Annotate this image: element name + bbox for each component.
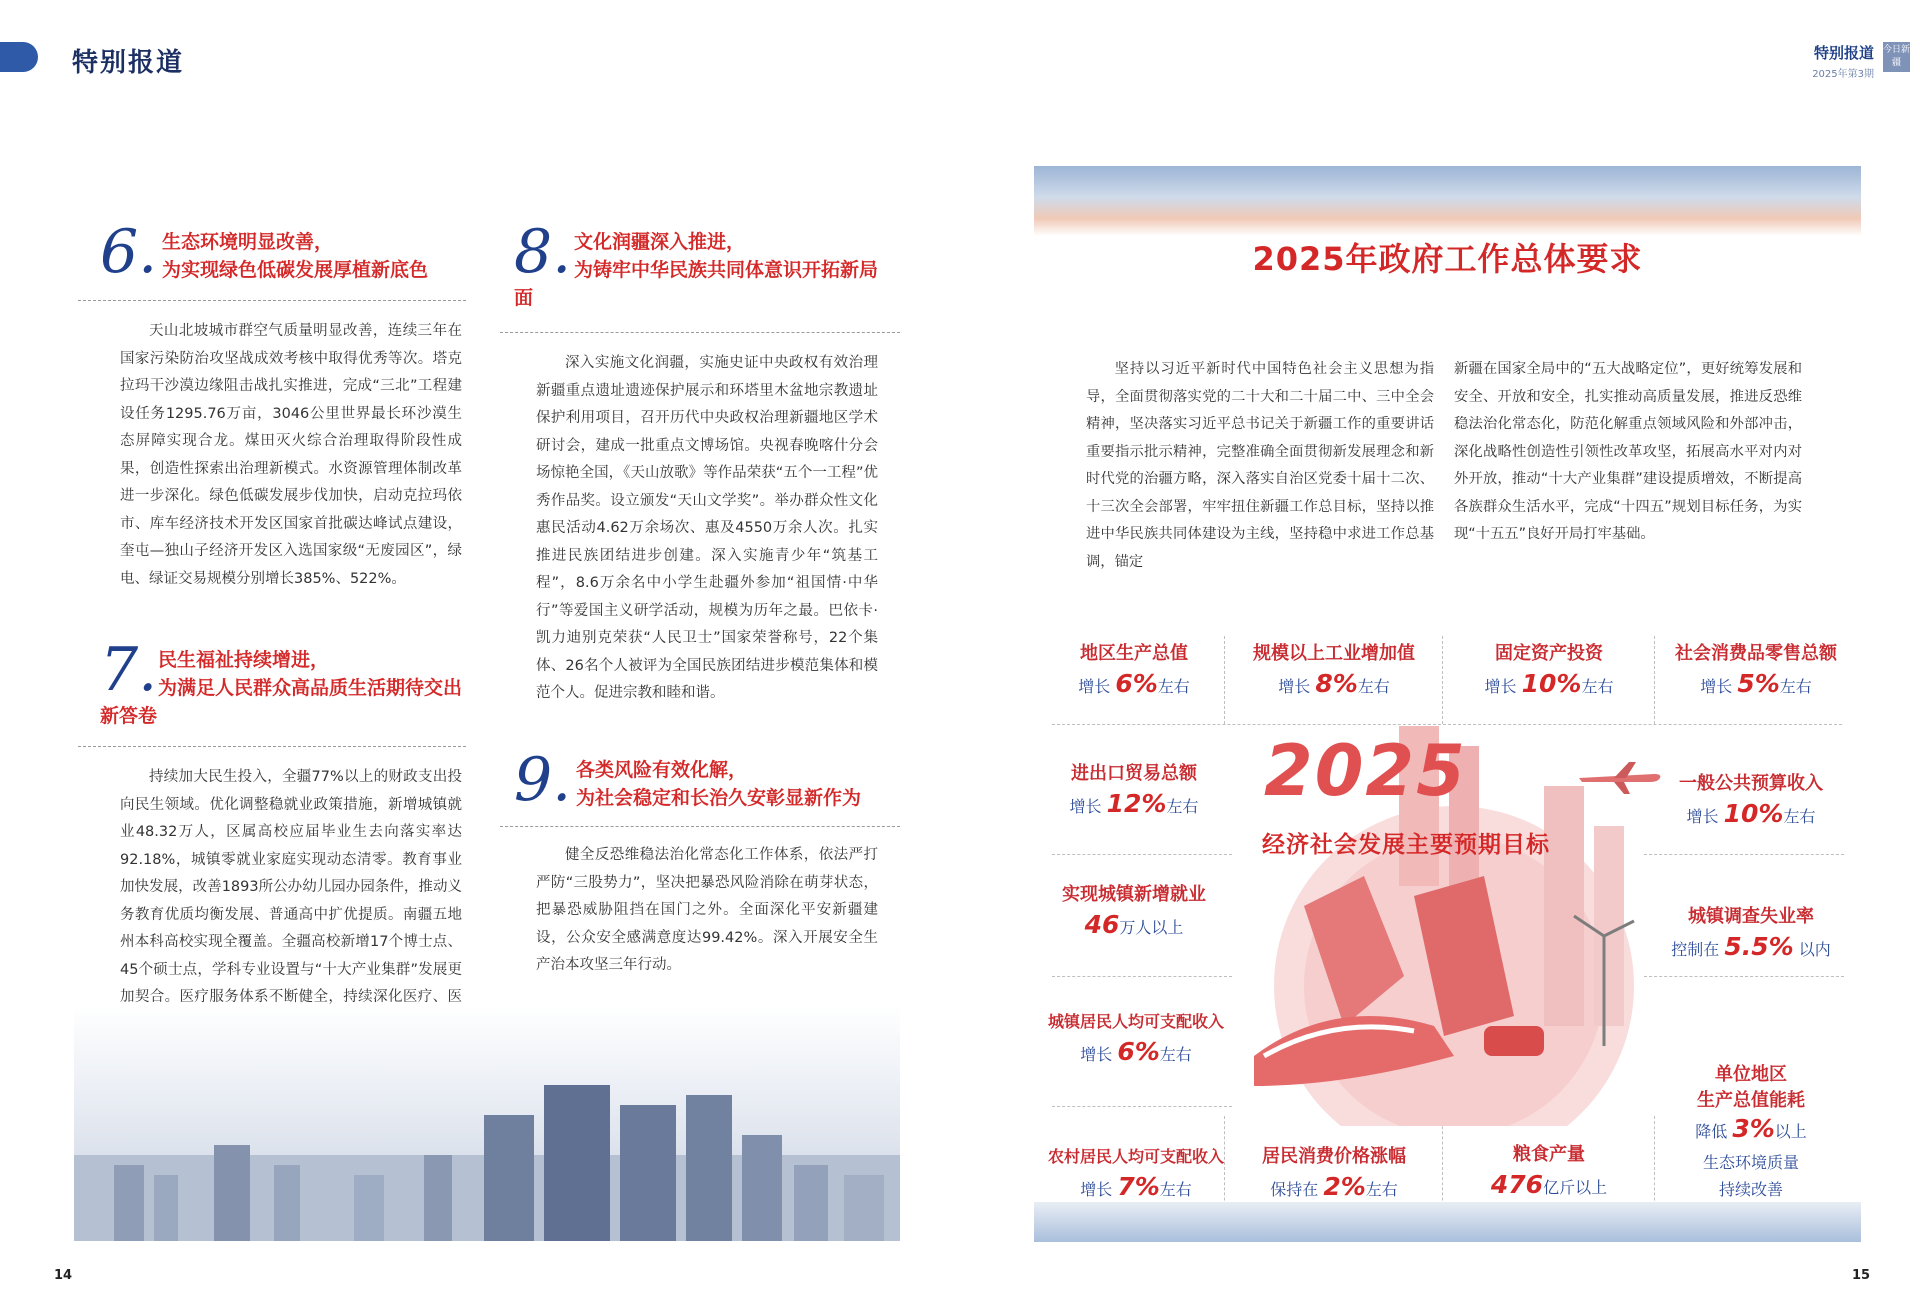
page-number-right: 15 (1852, 1268, 1871, 1283)
indicator-trade (1044, 761, 1224, 822)
divider (78, 746, 466, 747)
indicator-label: 粮食产量 (1513, 1144, 1585, 1165)
panel-title: 2025年政府工作总体要求 (1252, 240, 1643, 278)
value-number: 46 (1084, 910, 1120, 939)
grid-line (1052, 976, 1232, 977)
divider (500, 332, 900, 333)
section-7-body: 持续加大民生投入，全疆77%以上的财政支出投向民生领域。优化调整稳就业政策措施，新增城镇就业48.32万人，区属高校应届毕业生去向落实率达92.18%，城镇零就业家庭实现动态清零。教育事业加快发展，改善1893所公办幼儿园办园条件，推动义务教育优质均衡发展、普通高中扩优提质。南疆五地州本科高校实现全覆盖。全疆高校新增17个博士点、45个硕士点，学科专业设置与“十大产业集群”发展更加契合。医疗服务体系不断健全，持续深化医疗、医 (120, 769, 462, 1005)
indicator-value (1036, 1037, 1236, 1070)
magazine-header (1812, 42, 1874, 80)
indicator-value (1036, 1172, 1236, 1205)
title-line-2: 为铸牢中华民族共同体意识开拓新局面 (514, 259, 879, 309)
value-prefix: 增长 (1078, 677, 1111, 696)
value-suffix: 左右 (1357, 677, 1390, 696)
value-number: 6% (1117, 1037, 1160, 1066)
grid-line (1052, 1106, 1232, 1107)
intro-paragraph-left: 坚持以习近平新时代中国特色社会主义思想为指导，全面贯彻落实党的二十大和二十届二中、三中全会精神，坚决落实习近平总书记关于新疆工作的重要讲话重要指示批示精神，完整准确全面贯彻新发展理念和新时代党的治疆方略，深入落实自治区党委十届十二次、十三次全会部署，牢牢扭住新疆工作总目标，坚持以推进中华民族共同体建设为主线，坚持稳中求进工作总基调，锚定 (1086, 361, 1434, 570)
grid-line (1052, 724, 1842, 725)
value-prefix: 增长 (1700, 677, 1733, 696)
indicator-label: 城镇居民人均可支配收入 (1047, 1012, 1224, 1031)
value-suffix: 万人以上 (1119, 918, 1184, 937)
indicator-label: 实现城镇新增就业 (1062, 884, 1206, 905)
value-suffix: 亿斤以上 (1543, 1178, 1608, 1197)
divider (78, 300, 466, 301)
grid-line (1654, 636, 1655, 724)
indicator-label: 规模以上工业增加值 (1253, 643, 1415, 664)
sky-banner (1034, 166, 1861, 236)
indicator-label: 固定资产投资 (1495, 643, 1603, 664)
eco-quality-line-2: 持续改善 (1718, 1180, 1783, 1199)
indicator-unemployment-rate (1646, 904, 1856, 965)
indicator-label: 城镇调查失业率 (1688, 906, 1814, 927)
page-number-left: 14 (54, 1268, 73, 1283)
indicator-label: 一般公共预算收入 (1679, 773, 1823, 794)
grid-line (1052, 854, 1232, 855)
value-prefix: 增长 (1080, 1045, 1113, 1064)
value-number: 8% (1315, 669, 1358, 698)
indicator-label-line-2: 生产总值能耗 (1697, 1090, 1805, 1111)
indicator-label: 进出口贸易总额 (1071, 763, 1197, 784)
value-suffix: 以上 (1774, 1122, 1807, 1141)
section-number: 7. (100, 635, 158, 705)
indicator-value (1044, 910, 1224, 943)
magazine-name: 特别报道 (1813, 44, 1874, 62)
title-line-1: 各类风险有效化解， (576, 759, 748, 781)
value-prefix: 增长 (1278, 677, 1311, 696)
value-suffix: 左右 (1159, 1180, 1192, 1199)
indicator-value (1444, 669, 1654, 702)
value-number: 3% (1732, 1114, 1775, 1143)
indicator-label: 单位地区 (1715, 1064, 1787, 1085)
value-suffix: 左右 (1581, 677, 1614, 696)
value-prefix: 降低 (1695, 1122, 1728, 1141)
section-number: 9. (514, 745, 572, 815)
indicator-urban-employment (1044, 882, 1224, 943)
section-9 (514, 745, 904, 815)
section-6-body: 天山北坡城市群空气质量明显改善，连续三年在国家污染防治攻坚战成效考核中取得优秀等次。塔克拉玛干沙漠边缘阻击战扎实推进，完成“三北”工程建设任务1295.76万亩，3046公里世界最长环沙漠生态屏障实现合龙。煤田灭火综合治理取得阶段性成果，创造性探索出治理新模式。水资源管理体制改革进一步深化。绿色低碳发展步伐加快，启动克拉玛依市、库车经济技术开发区国家首批碳达峰试点建设，奎屯—独山子经济开发区入选国家级“无废园区”，绿电、绿证交易规模分别增长385%、522%。 (120, 323, 462, 587)
indicator-value (1656, 669, 1856, 702)
magazine-logo: 今日新疆 (1883, 42, 1910, 72)
value-prefix: 保持在 (1270, 1180, 1319, 1199)
value-number: 6% (1115, 669, 1158, 698)
work-requirements-panel (1034, 166, 1861, 1242)
section-number: 8. (514, 217, 572, 287)
grid-line (1644, 854, 1844, 855)
title-line-1: 生态环境明显改善， (162, 231, 334, 253)
value-number: 2% (1323, 1172, 1366, 1201)
value-suffix: 左右 (1783, 807, 1816, 826)
section-number: 6. (100, 217, 158, 287)
indicator-value (1044, 789, 1224, 822)
value-number: 5.5% (1724, 932, 1794, 961)
indicator-label: 居民消费价格涨幅 (1262, 1146, 1406, 1167)
title-line-2: 为实现绿色低碳发展厚植新底色 (162, 259, 429, 281)
section-8 (514, 217, 904, 312)
mountain-banner (1034, 1202, 1861, 1242)
indicator-public-budget-revenue (1646, 771, 1856, 832)
indicator-value (1656, 1116, 1846, 1145)
indicator-fixed-asset-investment (1444, 641, 1654, 702)
indicator-label: 地区生产总值 (1080, 643, 1188, 664)
section-title: 特别报道 (72, 48, 185, 78)
title-line-1: 文化润疆深入推进， (574, 231, 746, 253)
issue-label: 2025年第3期 (1812, 69, 1874, 80)
indicator-value (1229, 1172, 1439, 1205)
indicator-energy-consumption (1656, 1062, 1846, 1203)
indicator-value (1044, 669, 1224, 702)
section-7 (100, 635, 480, 730)
section-title (100, 646, 470, 730)
grid-line (1644, 976, 1844, 977)
city-skyline-image (74, 1005, 900, 1241)
center-year: 2025 (1264, 730, 1467, 812)
title-line-2: 为社会稳定和长治久安彰显新作为 (576, 787, 862, 809)
value-prefix: 控制在 (1671, 940, 1720, 959)
section-8-body: 深入实施文化润疆，实施史证中央政权有效治理新疆重点遗址遗迹保护展示和环塔里木盆地宗教遗址保护利用项目，召开历代中央政权治理新疆地区学术研讨会，建成一批重点文博场馆。央视春晚喀什分会场惊艳全国，《天山放歌》等作品荣获“五个一工程”优秀作品奖。设立颁发“天山文学奖”。举办群众性文化惠民活动4.62万余场次、惠及4550万余人次。扎实推进民族团结进步创建。深入实施青少年“筑基工程”，8.6万余名中小学生赴疆外参加“祖国情·中华行”等爱国主义研学活动，规模为历年之最。巴依卡·凯力迪别克荣获“人民卫士”国家荣誉称号，22个集体、26名个人被评为全国民族团结进步模范集体和模范个人。促进宗教和睦和谐。 (536, 355, 878, 701)
value-suffix: 左右 (1166, 797, 1199, 816)
indicator-label: 农村居民人均可支配收入 (1047, 1147, 1224, 1166)
indicator-gdp (1044, 641, 1224, 702)
value-number: 7% (1117, 1172, 1160, 1201)
title-line-1: 民生福祉持续增进， (158, 649, 330, 671)
indicator-industrial-value-added (1229, 641, 1439, 702)
header-tab-marker (0, 42, 38, 72)
value-prefix: 增长 (1069, 797, 1102, 816)
grid-line (1224, 636, 1225, 724)
section-6 (100, 217, 480, 287)
value-number: 5% (1737, 669, 1780, 698)
indicator-value (1229, 669, 1439, 702)
indicator-urban-income (1036, 1009, 1236, 1070)
section-title (576, 756, 896, 812)
indicator-value (1444, 1170, 1654, 1203)
grid-line (1442, 636, 1443, 724)
eco-quality-line-1: 生态环境质量 (1702, 1153, 1799, 1172)
value-prefix: 增长 (1484, 677, 1517, 696)
value-prefix: 增长 (1080, 1180, 1113, 1199)
center-subtitle: 经济社会发展主要预期目标 (1262, 832, 1550, 858)
value-suffix: 左右 (1365, 1180, 1398, 1199)
indicator-label: 社会消费品零售总额 (1675, 643, 1837, 664)
section-title (514, 228, 889, 312)
value-number: 10% (1521, 669, 1582, 698)
divider (500, 826, 900, 827)
intro-paragraph-right: 新疆在国家全局中的“五大战略定位”，更好统筹发展和安全、开放和安全，扎实推动高质量发展，推进反恐维稳法治化常态化，防范化解重点领域风险和外部冲击，深化战略性创造性引领性改革攻坚，拓展高水平对内对外开放，推动“十大产业集群”建设提质增效，不断提高各族群众生活水平，完成“十四五”规划目标任务，为实现“十五五”良好开局打牢基础。 (1454, 361, 1802, 542)
value-number: 10% (1723, 799, 1784, 828)
value-suffix: 以内 (1798, 940, 1831, 959)
value-prefix: 增长 (1686, 807, 1719, 826)
value-suffix: 左右 (1159, 1045, 1192, 1064)
indicator-rural-income (1036, 1144, 1236, 1205)
indicator-value (1646, 799, 1856, 832)
value-number: 12% (1106, 789, 1167, 818)
value-suffix: 左右 (1779, 677, 1812, 696)
value-number: 476 (1490, 1170, 1544, 1199)
section-9-body: 健全反恐维稳法治化常态化工作体系，依法严打严防“三股势力”，坚决把暴恐风险消除在萌芽状态，把暴恐威胁阻挡在国门之外。全面深化平安新疆建设，公众安全感满意度达99.42%。深入开展安全生产治本攻坚三年行动。 (536, 847, 878, 973)
section-title (162, 228, 482, 284)
value-suffix: 左右 (1157, 677, 1190, 696)
indicator-cpi (1229, 1144, 1439, 1205)
indicator-value (1646, 932, 1856, 965)
title-line-2: 为满足人民群众高品质生活期待交出新答卷 (100, 677, 463, 727)
indicator-grain-output (1444, 1142, 1654, 1203)
indicator-retail-sales (1656, 641, 1856, 702)
